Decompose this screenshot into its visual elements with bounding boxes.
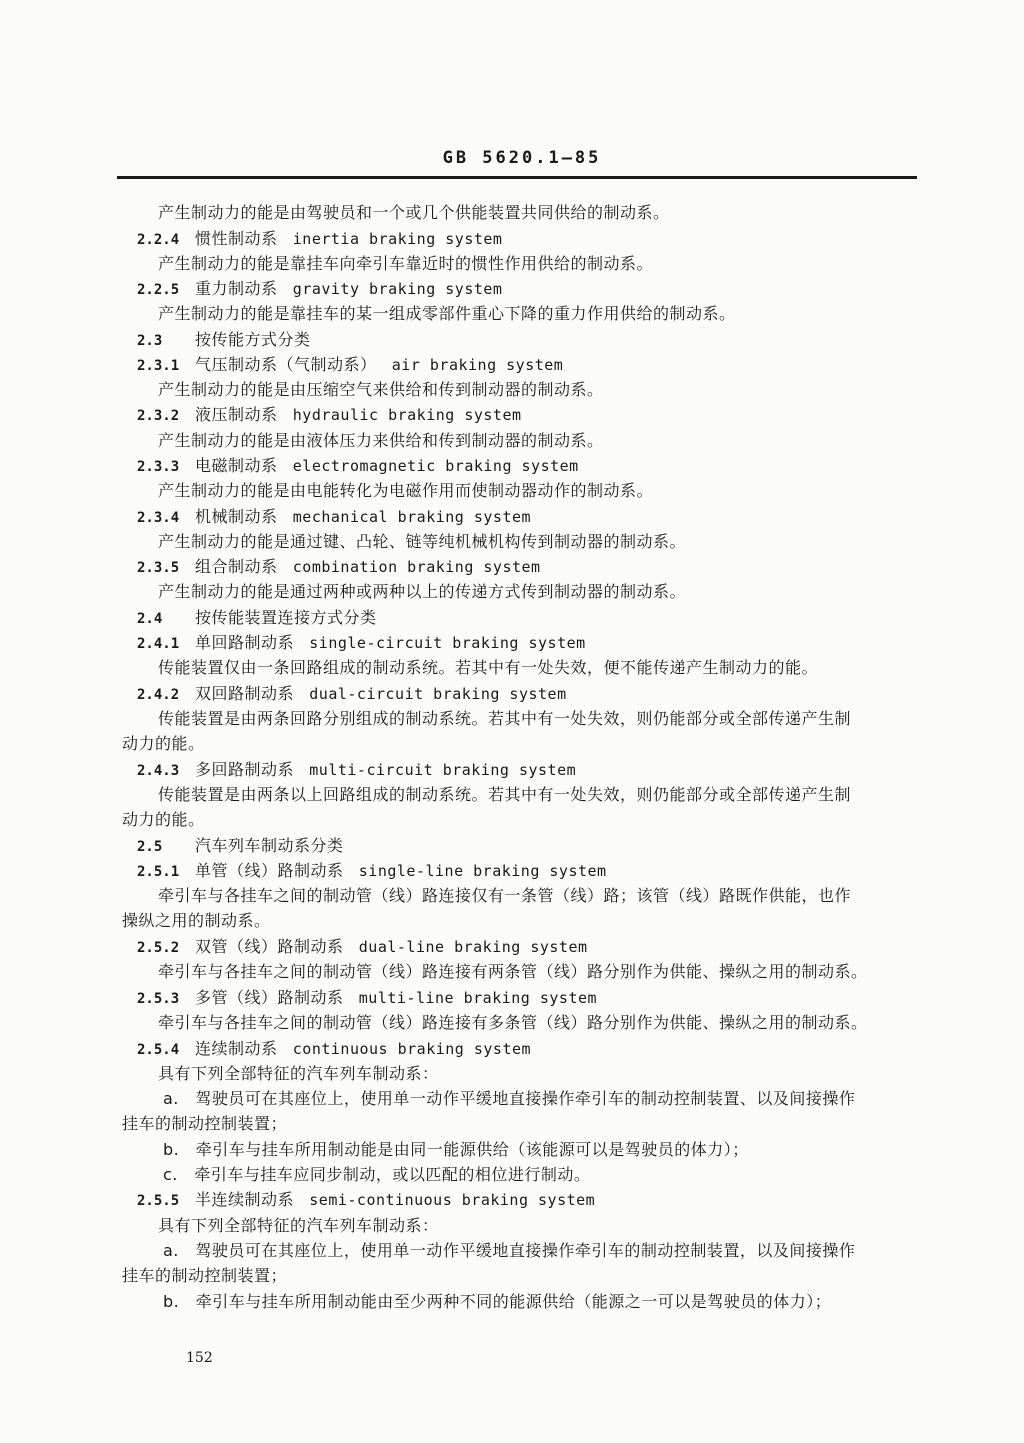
text-line [122, 1266, 287, 1286]
clause-number: 2.5.3 [137, 991, 180, 1007]
chinese-text: b. 牵引车与挂车所用制动能是由同一能源供给（该能源可以是驾驶员的体力）； [163, 1140, 749, 1159]
text-line [158, 785, 851, 805]
chinese-text: 产生制动力的能是由压缩空气来供给和传到制动器的制动系。 [158, 380, 604, 399]
header-rule [117, 176, 917, 179]
chinese-text: 单管（线）路制动系 [195, 861, 344, 880]
text-line [158, 709, 851, 729]
chinese-text: 动力的能。 [122, 734, 205, 753]
clause-number: 2.5.1 [137, 864, 180, 880]
english-term: single-circuit braking system [309, 634, 586, 652]
clause-heading [137, 861, 607, 882]
english-term: dual-circuit braking system [309, 685, 567, 703]
chinese-text: 重力制动系 [195, 279, 278, 298]
clause-number: 2.2.4 [137, 232, 180, 248]
text-line [158, 532, 686, 552]
clause-number: 2.3.5 [137, 560, 180, 576]
chinese-text: b. 牵引车与挂车所用制动能由至少两种不同的能源供给（能源之一可以是驾驶员的体力）； [163, 1292, 832, 1311]
text-line [122, 911, 271, 931]
chinese-text: 组合制动系 [195, 557, 278, 576]
clause-number: 2.4.1 [137, 636, 180, 652]
clause-heading [137, 456, 579, 477]
clause-heading [137, 557, 541, 578]
clause-heading [137, 507, 531, 528]
clause-number: 2.5.5 [137, 1193, 180, 1209]
clause-heading [137, 608, 377, 629]
text-line [158, 1216, 439, 1236]
text-line [158, 304, 736, 324]
chinese-text: 按传能方式分类 [195, 330, 311, 349]
text-line [122, 734, 205, 754]
text-line [158, 254, 653, 274]
clause-number: 2.3.3 [137, 459, 180, 475]
chinese-text: 传能装置是由两条回路分别组成的制动系统。若其中有一处失效，则仍能部分或全部传递产生制 [158, 709, 852, 728]
chinese-text: 具有下列全部特征的汽车列车制动系： [158, 1064, 439, 1083]
chinese-text: 产生制动力的能是靠挂车向牵引车靠近时的惯性作用供给的制动系。 [158, 254, 654, 273]
text-line [122, 810, 205, 830]
text-line [158, 582, 686, 602]
chinese-text: 产生制动力的能是通过键、凸轮、链等纯机械机构传到制动器的制动系。 [158, 532, 687, 551]
text-line [158, 1064, 439, 1084]
text-line [158, 1013, 868, 1033]
chinese-text: 产生制动力的能是由电能转化为电磁作用而使制动器动作的制动系。 [158, 481, 654, 500]
english-term: single-line braking system [358, 862, 607, 880]
english-term: mechanical braking system [292, 508, 532, 526]
chinese-text: 双回路制动系 [195, 684, 295, 703]
clause-number: 2.4.2 [137, 687, 180, 703]
text-line [122, 1114, 287, 1134]
document-header: GB 5620.1—85 [442, 148, 602, 168]
chinese-text: 多回路制动系 [195, 760, 295, 779]
chinese-text: 气压制动系（气制动系） [195, 355, 377, 374]
chinese-text: 按传能装置连接方式分类 [195, 608, 377, 627]
clause-number: 2.5.2 [137, 940, 180, 956]
text-line [163, 1140, 749, 1160]
clause-number: 2.4 [137, 611, 163, 627]
clause-heading [137, 988, 597, 1009]
clause-number: 2.3 [137, 333, 163, 349]
chinese-text: 机械制动系 [195, 507, 278, 526]
chinese-text: 挂车的制动控制装置； [122, 1114, 288, 1133]
chinese-text: c. 牵引车与挂车应同步制动，或以匹配的相位进行制动。 [163, 1165, 591, 1184]
text-line [163, 1241, 855, 1261]
chinese-text: 电磁制动系 [195, 456, 278, 475]
clause-heading [137, 1190, 595, 1211]
clause-heading [137, 1039, 531, 1060]
english-term: electromagnetic braking system [292, 457, 579, 475]
chinese-text: 产生制动力的能是通过两种或两种以上的传递方式传到制动器的制动系。 [158, 582, 687, 601]
chinese-text: 传能装置是由两条以上回路组成的制动系统。若其中有一处失效，则仍能部分或全部传递产生制 [158, 785, 852, 804]
clause-heading [137, 760, 576, 781]
clause-heading [137, 633, 586, 654]
clause-number: 2.4.3 [137, 763, 180, 779]
chinese-text: 汽车列车制动系分类 [195, 836, 344, 855]
clause-heading [137, 937, 588, 958]
chinese-text: 惯性制动系 [195, 229, 278, 248]
clause-number: 2.5 [137, 839, 163, 855]
chinese-text: 牵引车与各挂车之间的制动管（线）路连接仅有一条管（线）路；该管（线）路既作供能，也作 [158, 886, 852, 905]
page-number: 152 [186, 1350, 213, 1366]
chinese-text: a. 驾驶员可在其座位上，使用单一动作平缓地直接操作牵引车的制动控制装置、以及间接操作 [163, 1089, 856, 1108]
clause-heading [137, 229, 502, 250]
chinese-text: 双管（线）路制动系 [195, 937, 344, 956]
chinese-text: 挂车的制动控制装置； [122, 1266, 288, 1285]
english-term: hydraulic braking system [292, 406, 522, 424]
text-line [158, 886, 851, 906]
chinese-text: 牵引车与各挂车之间的制动管（线）路连接有两条管（线）路分别作为供能、操纵之用的制动系。 [158, 962, 868, 981]
clause-heading [137, 330, 311, 351]
english-term: air braking system [391, 356, 564, 374]
clause-heading [137, 279, 502, 300]
chinese-text: 产生制动力的能是靠挂车的某一组成零部件重心下降的重力作用供给的制动系。 [158, 304, 736, 323]
chinese-text: 单回路制动系 [195, 633, 295, 652]
chinese-text: 多管（线）路制动系 [195, 988, 344, 1007]
text-line [158, 380, 604, 400]
text-line [163, 1089, 855, 1109]
chinese-text: a. 驾驶员可在其座位上，使用单一动作平缓地直接操作牵引车的制动控制装置，以及间接操作 [163, 1241, 856, 1260]
text-line [158, 431, 604, 451]
chinese-text: 连续制动系 [195, 1039, 278, 1058]
clause-number: 2.3.2 [137, 408, 180, 424]
chinese-text: 产生制动力的能是由驾驶员和一个或几个供能装置共同供给的制动系。 [158, 203, 670, 222]
text-line [163, 1165, 590, 1185]
chinese-text: 具有下列全部特征的汽车列车制动系： [158, 1216, 439, 1235]
text-line [158, 658, 818, 678]
clause-number: 2.2.5 [137, 282, 180, 298]
english-term: semi-continuous braking system [309, 1191, 596, 1209]
chinese-text: 产生制动力的能是由液体压力来供给和传到制动器的制动系。 [158, 431, 604, 450]
clause-heading [137, 684, 567, 705]
clause-heading [137, 405, 522, 426]
english-term: multi-circuit braking system [309, 761, 577, 779]
text-line [163, 1292, 831, 1312]
chinese-text: 半连续制动系 [195, 1190, 295, 1209]
text-line [158, 481, 653, 501]
english-term: combination braking system [292, 558, 541, 576]
chinese-text: 液压制动系 [195, 405, 278, 424]
chinese-text: 操纵之用的制动系。 [122, 911, 271, 930]
text-line [158, 962, 868, 982]
chinese-text: 动力的能。 [122, 810, 205, 829]
english-term: inertia braking system [292, 230, 503, 248]
english-term: dual-line braking system [358, 938, 588, 956]
clause-number: 2.3.4 [137, 510, 180, 526]
english-term: multi-line braking system [358, 989, 598, 1007]
english-term: continuous braking system [292, 1040, 532, 1058]
english-term: gravity braking system [292, 280, 503, 298]
clause-heading [137, 836, 344, 857]
chinese-text: 传能装置仅由一条回路组成的制动系统。若其中有一处失效，便不能传递产生制动力的能。 [158, 658, 819, 677]
clause-number: 2.5.4 [137, 1042, 180, 1058]
chinese-text: 牵引车与各挂车之间的制动管（线）路连接有多条管（线）路分别作为供能、操纵之用的制动系。 [158, 1013, 868, 1032]
text-line [158, 203, 670, 223]
clause-heading [137, 355, 563, 376]
clause-number: 2.3.1 [137, 358, 180, 374]
